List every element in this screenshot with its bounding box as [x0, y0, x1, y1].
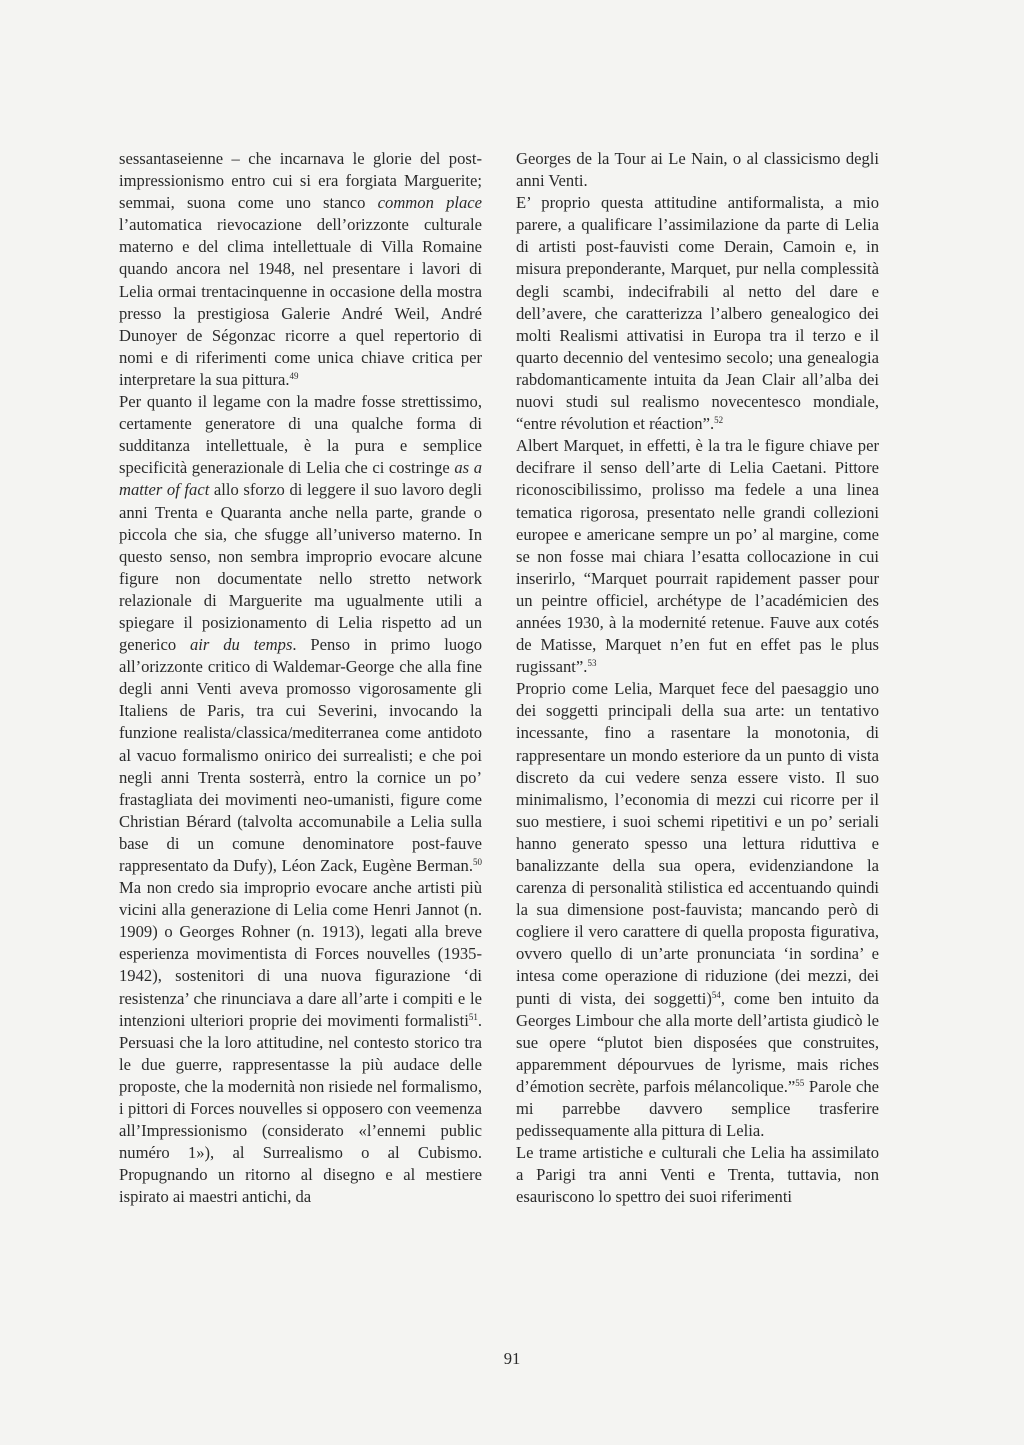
- footnote-ref: 52: [714, 415, 724, 426]
- footnote-ref: 49: [289, 370, 299, 381]
- left-column: [119, 148, 482, 1209]
- paragraph: Albert Marquet, in effetti, è la tra le figure chiave per decifrare il senso dell’arte di Lelia Caetani. Pittore riconoscibilissimo, prolisso ma fedele a una linea tematica rigorosa, presentato nelle grandi collezioni europee e americane sempre un po’ al margine, come se non fosse mai chiara l’esatta collocazione in cui inserirlo, “Marquet pourrait rapidement passer pour un peintre officiel, archétype de l’académicien des années 1930, à la modernité retenue. Fauve aux cotés de Matisse, Marquet n’en fut en effet pas le plus rugissant”.$^{53}$: [516, 436, 879, 677]
- footnote-ref: 55: [795, 1077, 805, 1088]
- footnote-ref: 53: [587, 658, 597, 669]
- paragraph: Proprio come Lelia, Marquet fece del paesaggio uno dei soggetti principali della sua arte: un tentativo incessante, fino a rasentare la monotonia, di rappresentare un mondo esteriore da un punto di vista discreto da cui vedere senza essere visto. Il suo minimalismo, l’economia di mezzi cui ricorre per il suo mestiere, i suoi schemi ripetitivi e un po’ seriali hanno generato spesso una lettura riduttiva e banalizzante della sua opera, evidenziandone la carenza di personalità stilistica ed accentuando quindi la sua dimensione post-fauvista; mancando però di cogliere il vero carattere di quella proposta figurativa, ovvero quello di un’arte pronunciata ‘in sordina’ e intesa come operazione di riduzione (dei mezzi, dei punti di vista, dei soggetti)$^{54}$, come ben intuito da Georges Limbour che alla morte dell’artista giudicò le sue opere “plutot bien disposées que construites, apparemment dépourvues de lyrisme, mais riches d’émotion secrète, parfois mélancolique.”$^{55}$ Parole che mi parrebbe davvero semplice trasferire pedissequamente alla pittura di Lelia.: [516, 679, 879, 1141]
- footnote-ref: 54: [711, 989, 721, 1000]
- paragraph: Le trame artistiche e culturali che Lelia ha assimilato a Parigi tra anni Venti e Trenta, tuttavia, non esauriscono lo spettro dei suoi riferimenti: [516, 1143, 879, 1207]
- right-column: [516, 148, 879, 1209]
- paragraph: E’ proprio questa attitudine antiformalista, a mio parere, a qualificare l’assimilazione da parte di Lelia di artisti post-fauvisti come Derain, Camoin e, in misura preponderante, Marquet, pur nella complessità degli scambi, indecifrabili al netto del dare e dell’avere, che caratterizza l’albero genealogico dei molti Realismi attivatisi in Europa tra il terzo e il quarto decennio del ventesimo secolo; una genealogia rabdomanticamente intuita da Jean Clair all’alba dei nuovi studi sul realismo novecentesco mondiale, “entre révolution et réaction”.$^{52}$: [516, 193, 879, 434]
- footnote-ref: 51: [468, 1011, 478, 1022]
- paragraph: Georges de la Tour ai Le Nain, o al classicismo degli anni Venti.: [516, 149, 879, 191]
- paragraph: Per quanto il legame con la madre fosse strettissimo, certamente generatore di una qualche forma di sudditanza intellettuale, è la pura e semplice specificità generazionale di Lelia che ci costringe as a matter of fact allo sforzo di leggere il suo lavoro degli anni Trenta e Quaranta anche nella parte, grande o piccola che sia, che sfugge all’universo materno. In questo senso, non sembra improprio evocare alcune figure non documentate nello stretto network relazionale di Marguerite ma ugualmente utili a spiegare il posizionamento di Lelia rispetto ad un generico air du temps. Penso in primo luogo all’orizzonte critico di Waldemar-George che alla fine degli anni Venti aveva promosso vigorosamente gli Italiens de Paris, tra cui Severini, invocando la funzione realista/classica/mediterranea come antidoto al vacuo formalismo onirico dei surrealisti; e che poi negli anni Trenta sosterrà, entro la cornice un po’ frastagliata dei movimenti neo-umanisti, figure come Christian Bérard (talvolta accomunabile a Lelia sulla base di un comune denominatore post-fauve rappresentato da Dufy), Léon Zack, Eugène Berman.$^{50}$ Ma non credo sia improprio evocare anche artisti più vicini alla generazione di Lelia come Henri Jannot (n. 1909) o Georges Rohner (n. 1913), legati alla breve esperienza movimentista di Forces nouvelles (1935-1942), sostenitori di una nuova figurazione ‘di resistenza’ che rinunciava a dare all’arte i compiti e le intenzioni ulteriori proprie dei movimenti formalisti$^{51}$. Persuasi che la loro attitudine, nel contesto storico tra le due guerre, rappresentasse la più audace delle proposte, che la modernità non risiede nel formalismo, i pittori di Forces nouvelles si opposero con veemenza all’Impressionismo (considerato «l’ennemi public numéro 1»), al Surrealismo o al Cubismo. Propugnando un ritorno al disegno e al mestiere ispirato ai maestri antichi, da: [119, 392, 483, 1207]
- paragraph: sessantaseienne – che incarnava le glorie del post-impressionismo entro cui si era forgiata Marguerite; semmai, suona come uno stanco common place l’automatica rievocazione dell’orizzonte culturale materno e del clima intellettuale di Villa Romaine quando ancora nel 1948, nel presentare i lavori di Lelia ormai trentacinquenne in occasione della mostra presso la prestigiosa Galerie André Weil, André Dunoyer de Ségonzac ricorre a quel repertorio di nomi e di riferimenti come unica chiave critica per interpretare la sua pittura.$^{49}$: [119, 149, 483, 389]
- page-number: 91: [503, 1349, 521, 1368]
- footnote-ref: 50: [473, 857, 482, 867]
